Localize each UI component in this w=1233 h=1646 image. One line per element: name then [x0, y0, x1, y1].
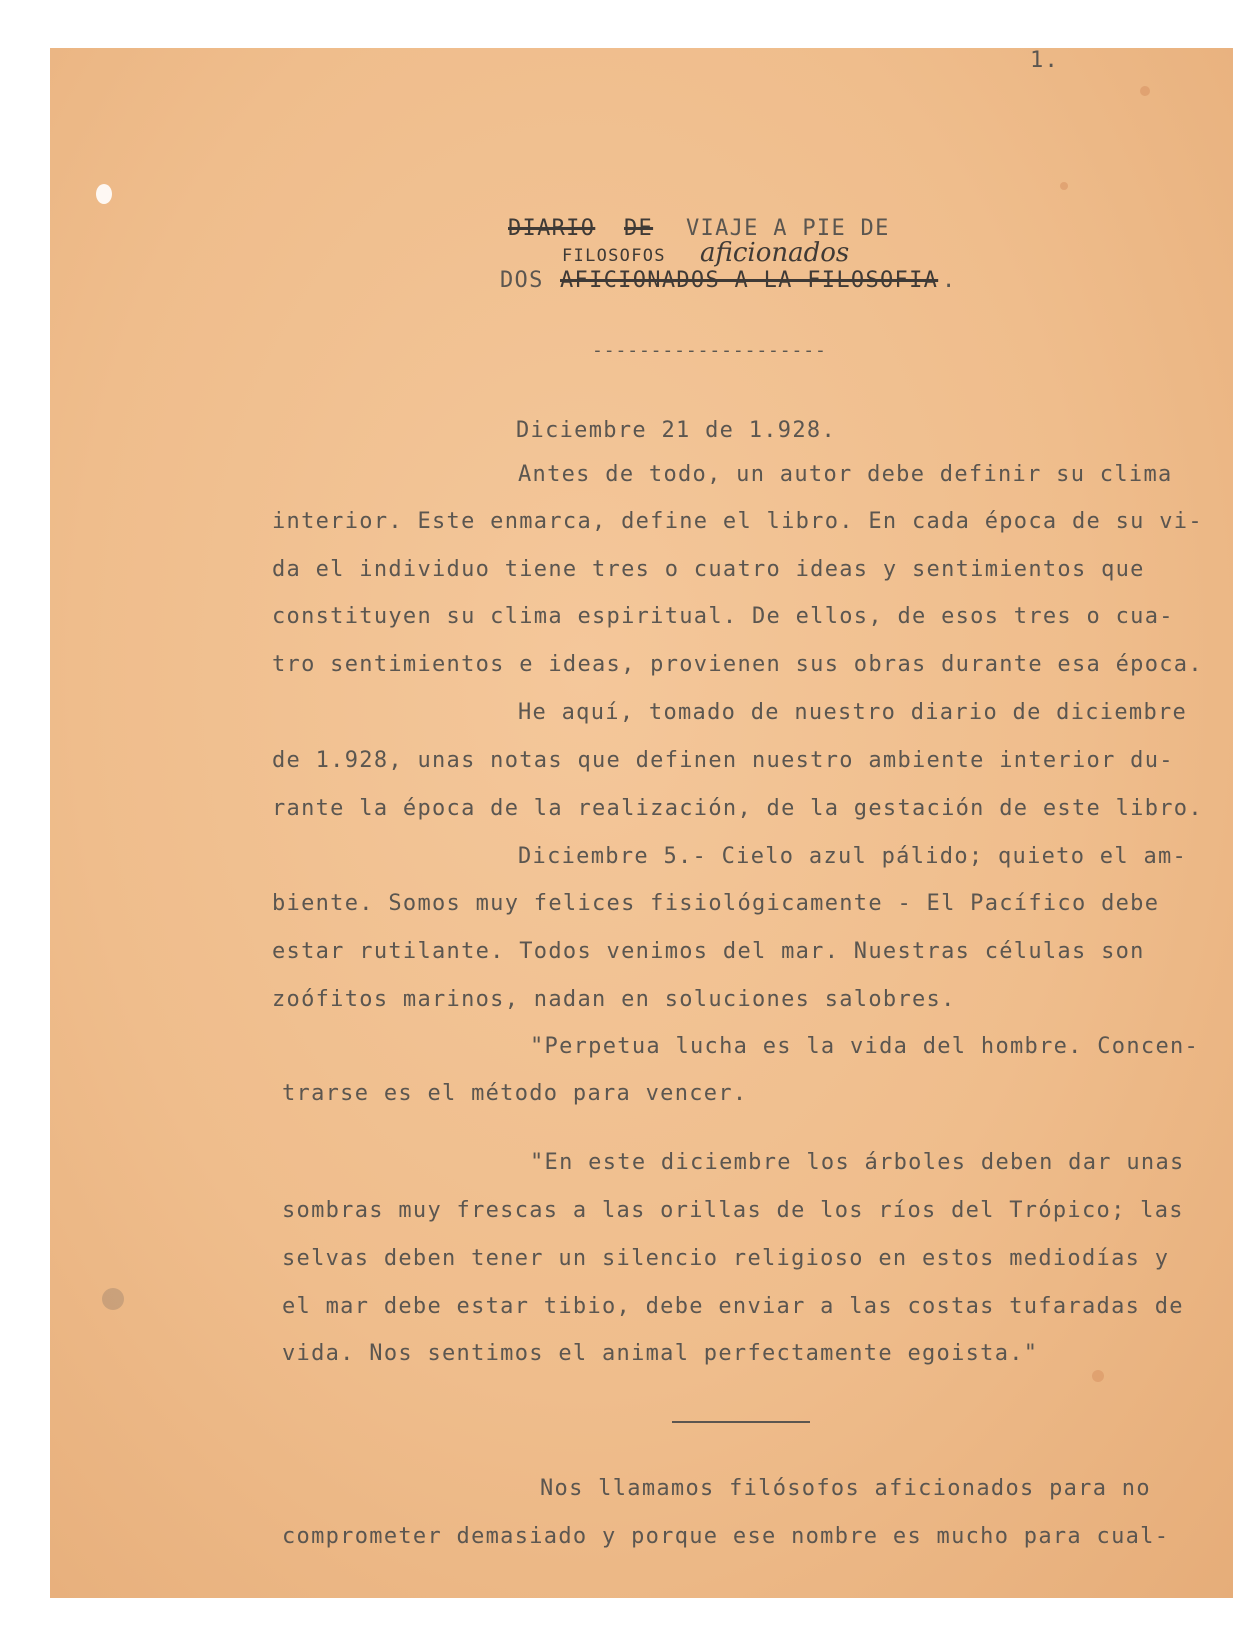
stain-spot — [96, 184, 112, 204]
stain-spot — [1060, 182, 1068, 190]
title-rule: -------------------- — [592, 340, 827, 361]
text-line: sombras muy frescas a las orillas de los ríos del Trópico; las — [282, 1198, 1184, 1223]
text-line: selvas deben tener un silencio religioso en estos mediodías y — [282, 1246, 1170, 1271]
text-line: trarse es el método para vencer. — [282, 1081, 748, 1106]
stain-spot — [1140, 86, 1150, 96]
text-line: rante la época de la realización, de la gestación de este libro. — [272, 796, 1203, 821]
text-line: Nos llamamos filósofos aficionados para no — [540, 1476, 1151, 1501]
title-line-1: VIAJE A PIE DE — [686, 216, 890, 241]
title-struck-word-2: DE — [624, 216, 654, 241]
text-line: el mar debe estar tibio, debe enviar a las costas tufaradas de — [282, 1294, 1184, 1319]
title-line-2-start: DOS — [500, 268, 544, 293]
text-line: Antes de todo, un autor debe definir su clima — [518, 462, 1173, 487]
text-line: constituyen su clima espiritual. De ellos, de esos tres o cua- — [272, 604, 1174, 629]
title-line-2-end: . — [942, 268, 957, 293]
title-line-2-struck: AFICIONADOS A LA FILOSOFIA — [560, 268, 939, 293]
text-line: "En este diciembre los árboles deben dar unas — [530, 1150, 1185, 1175]
text-line: He aquí, tomado de nuestro diario de diciembre — [518, 700, 1188, 725]
text-line: "Perpetua lucha es la vida del hombre. Concen- — [530, 1034, 1200, 1059]
text-line: tro sentimientos e ideas, provienen sus obras durante esa época. — [272, 652, 1203, 677]
text-line: da el individuo tiene tres o cuatro ideas y sentimientos que — [272, 557, 1145, 582]
date-line: Diciembre 21 de 1.928. — [516, 418, 836, 443]
title-insert-handwritten: aficionados — [700, 238, 850, 268]
text-line: interior. Este enmarca, define el libro. En cada época de su vi- — [272, 509, 1203, 534]
stain-spot — [102, 1288, 124, 1310]
text-line: zoófitos marinos, nadan en soluciones salobres. — [272, 987, 956, 1012]
text-line: Diciembre 5.- Cielo azul pálido; quieto el am- — [518, 844, 1188, 869]
text-line: biente. Somos muy felices fisiológicamente - El Pacífico debe — [272, 891, 1160, 916]
section-divider — [672, 1421, 810, 1423]
text-line: de 1.928, unas notas que definen nuestro ambiente interior du- — [272, 748, 1174, 773]
text-line: comprometer demasiado y porque ese nombre es mucho para cual- — [282, 1524, 1170, 1549]
title-insert-typed: FILOSOFOS — [562, 246, 666, 266]
text-line: vida. Nos sentimos el animal perfectamente egoista." — [282, 1341, 1039, 1366]
page-number: 1. — [1030, 48, 1060, 73]
title-struck-word: DIARIO — [508, 216, 596, 241]
text-line: estar rutilante. Todos venimos del mar. Nuestras células son — [272, 939, 1145, 964]
stain-spot — [1092, 1370, 1104, 1382]
